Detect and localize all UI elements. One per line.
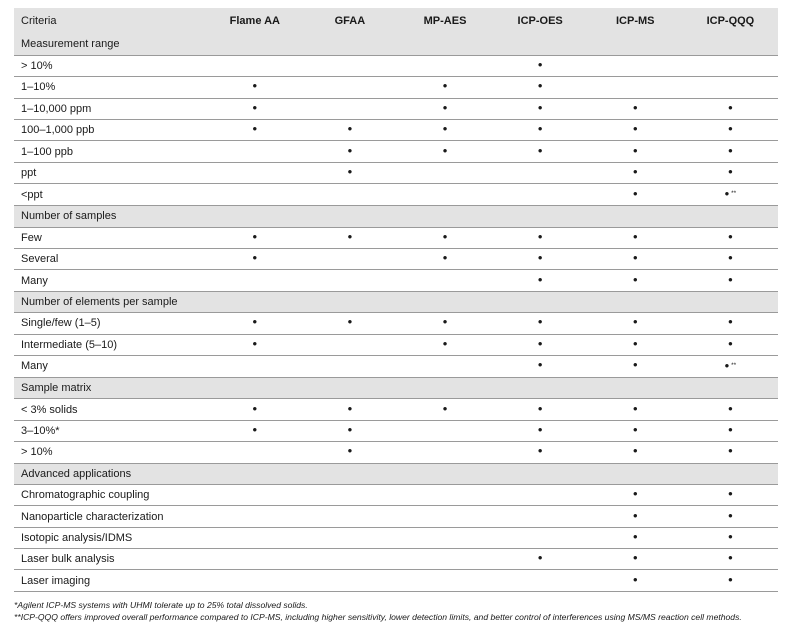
cell xyxy=(397,506,492,527)
cell xyxy=(302,227,397,248)
row-label: 100–1,000 ppb xyxy=(21,124,95,137)
bullet-mark: • xyxy=(728,99,733,115)
cell xyxy=(207,399,302,420)
cell xyxy=(493,506,588,527)
cell xyxy=(302,120,397,141)
cell xyxy=(683,420,778,441)
cell xyxy=(397,162,492,183)
cell xyxy=(683,98,778,119)
cell xyxy=(493,570,588,591)
bullet-mark: • xyxy=(537,357,543,373)
table-row xyxy=(14,506,778,527)
cell xyxy=(493,420,588,441)
cell xyxy=(683,55,778,76)
row-label: 3–10%* xyxy=(21,424,60,437)
cell xyxy=(683,184,778,206)
cell xyxy=(302,141,397,162)
table-row xyxy=(14,355,778,377)
row-label: > 10% xyxy=(21,60,53,73)
table-header xyxy=(14,8,778,34)
row-label: <ppt xyxy=(21,188,43,201)
row-label: Chromatographic coupling xyxy=(21,489,150,502)
cell xyxy=(207,506,302,527)
bullet-mark: • xyxy=(252,121,258,137)
cell xyxy=(493,527,588,548)
bullet-mark: • xyxy=(728,507,733,523)
cell xyxy=(397,570,492,591)
bullet-mark: • xyxy=(252,335,258,351)
bullet-mark: • xyxy=(252,314,258,330)
cell xyxy=(493,98,588,119)
cell xyxy=(683,249,778,270)
cell xyxy=(207,484,302,505)
cell xyxy=(588,270,683,291)
cell xyxy=(683,313,778,334)
table-row xyxy=(14,249,778,270)
bullet-mark: • xyxy=(632,421,638,437)
cell xyxy=(397,120,492,141)
cell xyxy=(588,420,683,441)
cell xyxy=(493,355,588,377)
cell xyxy=(493,120,588,141)
bullet-mark: • xyxy=(632,335,638,351)
row-label: Nanoparticle characterization xyxy=(21,510,164,523)
bullet-mark: • xyxy=(632,185,638,201)
section-row xyxy=(14,206,778,227)
footnotes xyxy=(14,599,784,623)
cell xyxy=(588,141,683,162)
cell xyxy=(207,55,302,76)
table-row xyxy=(14,55,778,76)
bullet-mark: • xyxy=(728,486,733,502)
cell xyxy=(683,355,778,377)
comparison-table xyxy=(14,8,778,592)
bullet-mark: • xyxy=(252,400,258,416)
header-icp-ms: ICP-MS xyxy=(615,15,655,27)
cell xyxy=(302,570,397,591)
cell xyxy=(588,484,683,505)
bullet-mark: • xyxy=(728,228,733,244)
bullet-mark: • xyxy=(442,400,448,416)
section-title: Measurement range xyxy=(21,38,120,51)
bullet-mark: • xyxy=(347,443,353,459)
cell xyxy=(588,120,683,141)
footnote-marker: ** xyxy=(731,361,737,369)
cell xyxy=(207,141,302,162)
bullet-mark: • xyxy=(728,335,733,351)
bullet-mark: • xyxy=(728,400,733,416)
cell xyxy=(683,120,778,141)
header-flame-aa: Flame AA xyxy=(229,15,280,27)
bullet-mark: • xyxy=(537,228,543,244)
bullet-mark: • xyxy=(347,314,353,330)
section-title: Sample matrix xyxy=(21,382,92,395)
bullet-mark: • xyxy=(728,528,733,544)
header-criteria: Criteria xyxy=(21,15,57,27)
header-icp-qqq: ICP-QQQ xyxy=(706,15,755,27)
cell xyxy=(683,570,778,591)
bullet-mark: • xyxy=(537,550,543,566)
cell xyxy=(302,334,397,355)
cell xyxy=(397,141,492,162)
cell xyxy=(588,355,683,377)
cell xyxy=(302,162,397,183)
cell xyxy=(207,355,302,377)
table-row xyxy=(14,442,778,463)
section-row xyxy=(14,34,778,55)
bullet-mark: • xyxy=(632,164,638,180)
bullet-mark: • xyxy=(632,486,638,502)
table-row xyxy=(14,399,778,420)
cell xyxy=(302,270,397,291)
bullet-mark: • xyxy=(728,142,733,158)
header-gfaa: GFAA xyxy=(334,15,366,27)
row-label: Many xyxy=(21,274,48,287)
cell xyxy=(683,270,778,291)
bullet-mark: • xyxy=(632,443,638,459)
bullet-mark: • xyxy=(632,271,638,287)
cell xyxy=(588,334,683,355)
bullet-mark: • xyxy=(728,443,733,459)
section-row xyxy=(14,463,778,484)
bullet-mark: • xyxy=(252,421,258,437)
bullet-mark: • xyxy=(442,228,448,244)
cell xyxy=(493,549,588,570)
bullet-mark: • xyxy=(537,121,543,137)
cell xyxy=(397,98,492,119)
cell xyxy=(207,162,302,183)
cell xyxy=(302,184,397,206)
row-label: 1–10,000 ppm xyxy=(21,102,92,115)
cell xyxy=(683,162,778,183)
bullet-mark: • xyxy=(632,99,638,115)
bullet-mark: • xyxy=(537,99,543,115)
cell xyxy=(207,570,302,591)
cell xyxy=(302,527,397,548)
table-body xyxy=(14,34,778,591)
header-icp-oes: ICP-OES xyxy=(517,15,563,27)
cell xyxy=(588,227,683,248)
cell xyxy=(397,334,492,355)
bullet-mark: • xyxy=(632,314,638,330)
table-row xyxy=(14,227,778,248)
cell xyxy=(207,98,302,119)
table-row xyxy=(14,98,778,119)
cell xyxy=(397,527,492,548)
cell xyxy=(302,442,397,463)
cell xyxy=(207,527,302,548)
bullet-mark: • xyxy=(728,271,733,287)
cell xyxy=(493,55,588,76)
bullet-mark: • xyxy=(537,400,543,416)
cell xyxy=(302,506,397,527)
cell xyxy=(683,399,778,420)
bullet-mark: • xyxy=(347,164,353,180)
cell xyxy=(493,77,588,98)
row-label: Single/few (1–5) xyxy=(21,317,101,330)
cell xyxy=(493,249,588,270)
bullet-mark: • xyxy=(537,271,543,287)
footnote-uhmi: *Agilent ICP-MS systems with UHMI tolerate up to 25% total dissolved solids. xyxy=(14,600,308,610)
cell xyxy=(397,249,492,270)
bullet-mark: • xyxy=(537,421,543,437)
bullet-mark: • xyxy=(537,443,543,459)
row-label: Several xyxy=(21,253,59,266)
cell xyxy=(683,334,778,355)
table-row xyxy=(14,120,778,141)
cell xyxy=(302,249,397,270)
header-row xyxy=(14,8,778,34)
section-row xyxy=(14,291,778,312)
cell xyxy=(588,98,683,119)
table-row xyxy=(14,141,778,162)
bullet-mark: • xyxy=(632,250,638,266)
table-row xyxy=(14,334,778,355)
bullet-mark: • xyxy=(442,121,448,137)
bullet-mark: • xyxy=(347,121,353,137)
bullet-mark: • xyxy=(632,357,638,373)
bullet-mark: • xyxy=(632,121,638,137)
cell xyxy=(397,549,492,570)
cell xyxy=(493,484,588,505)
bullet-mark: • xyxy=(728,250,733,266)
row-label: 1–100 ppb xyxy=(21,145,73,158)
bullet-mark: • xyxy=(728,550,733,566)
bullet-mark: • xyxy=(632,528,638,544)
cell xyxy=(302,313,397,334)
table-row xyxy=(14,527,778,548)
row-label: Isotopic analysis/IDMS xyxy=(21,531,133,544)
cell xyxy=(493,227,588,248)
table-row xyxy=(14,420,778,441)
row-label: Laser imaging xyxy=(21,574,91,587)
bullet-mark: • xyxy=(728,421,733,437)
bullet-mark: • xyxy=(442,142,448,158)
cell xyxy=(683,549,778,570)
cell xyxy=(302,399,397,420)
table-row xyxy=(14,270,778,291)
cell xyxy=(207,77,302,98)
cell xyxy=(302,98,397,119)
cell xyxy=(588,55,683,76)
bullet-mark: • xyxy=(442,78,448,94)
cell xyxy=(397,227,492,248)
bullet-mark: • xyxy=(728,164,733,180)
cell xyxy=(397,442,492,463)
table-row xyxy=(14,313,778,334)
table-row xyxy=(14,77,778,98)
cell xyxy=(397,399,492,420)
cell xyxy=(683,141,778,162)
cell xyxy=(207,227,302,248)
bullet-mark: • xyxy=(252,78,258,94)
bullet-mark: • xyxy=(724,186,730,202)
bullet-mark: • xyxy=(537,78,543,94)
cell xyxy=(588,249,683,270)
bullet-mark: • xyxy=(537,314,543,330)
cell xyxy=(207,184,302,206)
bullet-mark: • xyxy=(632,228,638,244)
cell xyxy=(302,420,397,441)
row-label: Intermediate (5–10) xyxy=(21,338,117,351)
bullet-mark: • xyxy=(252,250,258,266)
cell xyxy=(397,420,492,441)
cell xyxy=(302,355,397,377)
cell xyxy=(397,313,492,334)
bullet-mark: • xyxy=(347,400,353,416)
header-mp-aes: MP-AES xyxy=(423,15,467,27)
cell xyxy=(683,77,778,98)
row-label: ppt xyxy=(21,167,37,180)
row-label: 1–10% xyxy=(21,81,56,94)
cell xyxy=(493,442,588,463)
bullet-mark: • xyxy=(728,314,733,330)
cell xyxy=(207,270,302,291)
row-label: Laser bulk analysis xyxy=(21,553,115,566)
cell xyxy=(302,549,397,570)
cell xyxy=(588,549,683,570)
cell xyxy=(588,313,683,334)
section-row xyxy=(14,377,778,398)
bullet-mark: • xyxy=(442,314,448,330)
cell xyxy=(207,549,302,570)
bullet-mark: • xyxy=(537,57,543,73)
bullet-mark: • xyxy=(632,142,638,158)
cell xyxy=(397,270,492,291)
row-label: > 10% xyxy=(21,446,53,459)
bullet-mark: • xyxy=(632,507,638,523)
bullet-mark: • xyxy=(632,550,638,566)
cell xyxy=(683,227,778,248)
cell xyxy=(397,484,492,505)
cell xyxy=(207,442,302,463)
row-label: Many xyxy=(21,360,48,373)
table-row xyxy=(14,570,778,591)
bullet-mark: • xyxy=(347,142,353,158)
cell xyxy=(588,399,683,420)
bullet-mark: • xyxy=(728,121,733,137)
bullet-mark: • xyxy=(537,250,543,266)
bullet-mark: • xyxy=(347,228,353,244)
footnote-icp-qqq: **ICP-QQQ offers improved overall performance compared to ICP-MS, including higher sensitivity, lower detection limits, and better control of interferences using MS/MS reaction cell methods. xyxy=(14,612,742,622)
bullet-mark: • xyxy=(632,571,638,587)
row-label: Few xyxy=(21,231,42,244)
bullet-mark: • xyxy=(724,357,730,373)
cell xyxy=(207,420,302,441)
cell xyxy=(683,442,778,463)
table-row xyxy=(14,162,778,183)
bullet-mark: • xyxy=(632,400,638,416)
cell xyxy=(588,527,683,548)
bullet-mark: • xyxy=(728,571,733,587)
cell xyxy=(207,313,302,334)
table-row xyxy=(14,549,778,570)
bullet-mark: • xyxy=(442,335,448,351)
cell xyxy=(493,334,588,355)
cell xyxy=(397,55,492,76)
cell xyxy=(207,334,302,355)
cell xyxy=(683,506,778,527)
bullet-mark: • xyxy=(252,99,258,115)
cell xyxy=(588,162,683,183)
bullet-mark: • xyxy=(347,421,353,437)
cell xyxy=(302,77,397,98)
cell xyxy=(683,527,778,548)
cell xyxy=(683,484,778,505)
cell xyxy=(397,77,492,98)
table-row xyxy=(14,184,778,206)
cell xyxy=(302,484,397,505)
bullet-mark: • xyxy=(537,335,543,351)
cell xyxy=(588,184,683,206)
cell xyxy=(397,355,492,377)
cell xyxy=(493,313,588,334)
cell xyxy=(207,249,302,270)
footnote-marker: ** xyxy=(731,190,737,198)
bullet-mark: • xyxy=(442,250,448,266)
table-row xyxy=(14,484,778,505)
bullet-mark: • xyxy=(252,228,258,244)
cell xyxy=(207,120,302,141)
cell xyxy=(588,442,683,463)
bullet-mark: • xyxy=(537,142,543,158)
cell xyxy=(493,270,588,291)
cell xyxy=(397,184,492,206)
cell xyxy=(588,77,683,98)
bullet-mark: • xyxy=(442,99,448,115)
cell xyxy=(493,141,588,162)
cell xyxy=(493,399,588,420)
row-label: < 3% solids xyxy=(21,403,78,416)
section-title: Advanced applications xyxy=(21,467,132,480)
section-title: Number of elements per sample xyxy=(21,295,178,308)
cell xyxy=(302,55,397,76)
cell xyxy=(588,506,683,527)
cell xyxy=(588,570,683,591)
cell xyxy=(493,162,588,183)
cell xyxy=(493,184,588,206)
section-title: Number of samples xyxy=(21,210,117,223)
